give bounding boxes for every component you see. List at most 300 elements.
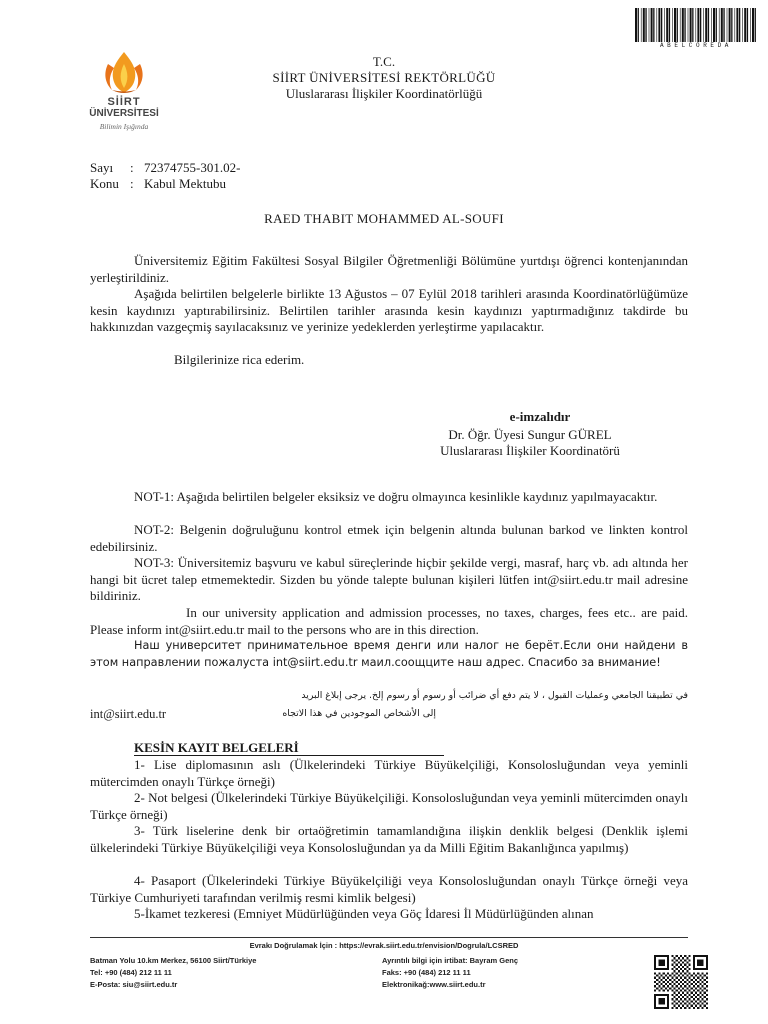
qr-module [673,979,675,981]
qr-module [663,990,665,992]
qr-module [682,987,684,989]
barcode-bar [755,8,756,42]
barcode-bar [680,8,681,42]
qr-module [678,957,680,959]
qr-module [702,994,704,996]
qr-module [676,977,678,979]
qr-module [695,987,697,989]
qr-module [695,974,697,976]
qr-module [684,959,686,961]
qr-module [676,981,678,983]
qr-module [680,981,682,983]
barcode-bar [697,8,699,42]
qr-module [699,1000,701,1002]
barcode-bar [645,8,646,42]
qr-module [695,996,697,998]
barcode-bar [664,8,665,42]
qr-module [689,994,691,996]
qr-module [686,992,688,994]
qr-code [654,955,708,1009]
barcode-bar [651,8,653,42]
qr-module [660,974,662,976]
qr-module [697,990,699,992]
barcode-bar [674,8,676,42]
qr-module [691,992,693,994]
qr-module [678,983,680,985]
barcode-bar [719,8,720,42]
qr-module [704,983,706,985]
footer-address: Batman Yolu 10.km Merkez, 56100 Siirt/Türkiye [90,956,257,965]
qr-module [673,961,675,963]
barcode-bar [742,8,743,42]
qr-module [699,992,701,994]
qr-module [693,972,695,974]
barcode-bar [703,8,704,42]
qr-module [706,977,708,979]
header-tc: T.C. [372,54,396,69]
barcode-bar [750,8,751,42]
document-item-5: 5-İkamet tezkeresi (Emniyet Müdürlüğünden veya Göç İdaresi İl Müdürlüğünden alınan [134,906,594,921]
qr-module [682,957,684,959]
barcode-bar [723,8,724,42]
qr-module [682,970,684,972]
qr-module [706,990,708,992]
qr-module [697,977,699,979]
qr-module [697,985,699,987]
qr-module [684,1007,686,1009]
verify-link[interactable]: https://evrak.siirt.edu.tr/envision/Dogrula/LCSRED [339,941,519,950]
barcode-bar [643,8,645,42]
qr-module [669,979,671,981]
qr-module [686,974,688,976]
qr-module [682,1005,684,1007]
qr-module [680,968,682,970]
qr-module [706,1007,708,1009]
qr-module [676,994,678,996]
qr-module [680,1003,682,1005]
qr-module [678,987,680,989]
qr-module [673,987,675,989]
qr-module [673,974,675,976]
qr-module [693,1007,695,1009]
barcode-bar [677,8,678,42]
barcode-bar [721,8,723,42]
qr-module [673,970,675,972]
barcode-bar [716,8,717,42]
qr-module [689,972,691,974]
qr-module [678,974,680,976]
qr-module [689,1003,691,1005]
e-signed-note: e-imzalıdır [509,409,571,424]
sayi-label: Sayı [90,160,114,175]
qr-module [706,998,708,1000]
qr-module [695,983,697,985]
qr-module [673,1005,675,1007]
qr-module [684,981,686,983]
qr-module [665,987,667,989]
barcode-bar [747,8,748,42]
barcode-bar [731,8,732,42]
qr-module [658,985,660,987]
qr-module [704,1000,706,1002]
qr-module [656,979,658,981]
barcode-bar [713,8,715,42]
qr-module [702,985,704,987]
qr-module [697,994,699,996]
qr-module [669,987,671,989]
qr-module [676,964,678,966]
qr-module [689,968,691,970]
footer-divider [90,937,688,938]
body-paragraph-2: Aşağıda belirtilen belgelerle birlikte 13 Ağustos – 07 Eylül 2018 tarihleri arasında Koordinatörlüğümüze kesin kaydınızı yaptırabilirsiniz. Belirtilen tarihler arasında kesin kaydınızı yaptırmadığınız takdirde bu hakkınızdan vazgeçmiş sayılacaksınız ve yerinize yedeklerden yerleştirme yapılacaktır. [90,286,688,334]
qr-module [695,1000,697,1002]
qr-module [702,990,704,992]
barcode-bar [690,8,692,42]
signatory-name: Dr. Öğr. Üyesi Sungur GÜREL [448,427,612,442]
qr-module [660,979,662,981]
qr-module [663,981,665,983]
qr-module [693,990,695,992]
footer-contact: Ayrıntılı bilgi için irtibat: Bayram Genç [382,956,518,965]
qr-module [682,1000,684,1002]
qr-module [671,955,673,957]
qr-module [654,985,656,987]
footer-email[interactable]: E-Posta: siu@siirt.edu.tr [90,980,178,989]
qr-module [699,996,701,998]
qr-module [660,983,662,985]
qr-module [684,977,686,979]
qr-module [704,974,706,976]
qr-module [702,972,704,974]
qr-module [691,1000,693,1002]
qr-module [656,983,658,985]
barcode-bar [684,8,685,42]
qr-module [667,977,669,979]
qr-module [663,972,665,974]
qr-module [686,983,688,985]
qr-module [680,994,682,996]
qr-module [684,990,686,992]
qr-module [680,972,682,974]
barcode-bar [729,8,731,42]
qr-module [667,972,669,974]
qr-module [656,974,658,976]
note-1: NOT-1: Aşağıda belirtilen belgeler eksiksiz ve doğru olmayınca kesinlikle kaydınız yapılmayacaktır. [134,489,658,504]
documents-heading: KESİN KAYIT BELGELERİ [134,740,444,756]
qr-module [654,981,656,983]
ref-konu: Konu : Kabul Mektubu [90,176,226,191]
qr-module [686,957,688,959]
qr-module [704,996,706,998]
footer-tel: Tel: +90 (484) 212 11 11 [90,968,172,977]
qr-module [658,990,660,992]
barcode-bar [672,8,673,42]
qr-module [671,1007,673,1009]
qr-module [697,1007,699,1009]
qr-module [682,961,684,963]
qr-module [691,974,693,976]
qr-module [673,1000,675,1002]
qr-module [684,1003,686,1005]
qr-module [671,968,673,970]
qr-module [658,972,660,974]
qr-module [680,1007,682,1009]
footer-fax: Faks: +90 (484) 212 11 11 [382,968,471,977]
qr-module [689,990,691,992]
qr-module [693,977,695,979]
qr-finder [658,959,664,965]
qr-module [693,1003,695,1005]
qr-module [680,990,682,992]
barcode-bar [649,8,650,42]
qr-module [697,1003,699,1005]
note-english: In our university application and admission processes, no taxes, charges, fees etc.. are paid. Please inform int@siirt.edu.tr mail to the persons who are in this direction. [90,605,688,637]
barcode-bar [658,8,660,42]
qr-module [660,987,662,989]
qr-module [676,968,678,970]
qr-module [678,992,680,994]
qr-module [686,1000,688,1002]
qr-module [665,974,667,976]
qr-finder [658,998,664,1004]
body-paragraph-1: Üniversitemiz Eğitim Fakültesi Sosyal Bilgiler Öğretmenliği Bölümüne yurtdışı öğrenci kontenjanından yerleştirildiniz. [90,253,688,285]
qr-module [693,994,695,996]
note-3: NOT-3: Üniversitemiz başvuru ve kabul süreçlerinde hiçbir şekilde vergi, masraf, harç vb. adı altında her hangi bit ücret talep etmemektedir. Sizden bu yönde talepte bulunan kişileri lütfen int@siirt.edu.tr mail adresine bildiriniz. [90,555,688,603]
qr-module [671,994,673,996]
qr-module [680,998,682,1000]
qr-module [680,977,682,979]
qr-module [697,972,699,974]
barcode-bar [666,8,668,42]
qr-finder [697,959,703,965]
qr-module [663,977,665,979]
qr-module [678,1000,680,1002]
qr-module [689,985,691,987]
header-rectorate: SİİRT ÜNİVERSİTESİ REKTÖRLÜĞÜ [272,70,496,85]
qr-module [671,1003,673,1005]
qr-module [671,977,673,979]
qr-module [682,966,684,968]
qr-module [706,972,708,974]
qr-module [706,1003,708,1005]
logo-name-line2: ÜNİVERSİTESİ [89,108,159,119]
qr-module [691,983,693,985]
qr-module [704,992,706,994]
qr-module [686,996,688,998]
document-item-2: 2- Not belgesi (Ülkelerindeki Türkiye Büyükelçiliği. Konsolosluğundan veya yeminli mütercimden onaylı Türkçe örneği) [90,790,688,822]
barcode-bar [708,8,709,42]
qr-module [676,998,678,1000]
barcode-bar [653,8,654,42]
note-russian: Наш университет принимательное время денги или налог не берёт.Если они найдени в этом направлении пожалуста int@siirt.edu.tr маил.соощците наш адрес. Спасибо за внимание! [90,639,688,669]
qr-module [702,981,704,983]
qr-module [671,990,673,992]
document-item-3: 3- Türk liselerine denk bir ortaöğretimin tamamlandığına ilişkin denklik belgesi (Denklik işlemi ülkelerindeki Türkiye Büyükelçiliği veya Konsolosluğundan ya da Milli Eğitim Bakanlığınca yapılmış) [90,823,688,855]
qr-module [695,992,697,994]
qr-module [691,1005,693,1007]
qr-module [689,998,691,1000]
qr-module [673,992,675,994]
qr-module [702,998,704,1000]
logo-tagline: Bilimin Işığında [99,122,149,131]
qr-module [680,985,682,987]
qr-module [699,979,701,981]
qr-module [699,974,701,976]
qr-module [680,959,682,961]
qr-module [665,983,667,985]
qr-module [686,966,688,968]
sayi-value: 72374755-301.02- [144,160,241,175]
qr-module [706,994,708,996]
barcode-bar [727,8,728,42]
barcode-bar [735,8,736,42]
qr-module [682,974,684,976]
recipient-name: RAED THABIT MOHAMMED AL-SOUFI [264,211,504,226]
qr-module [704,987,706,989]
qr-module [684,955,686,957]
qr-module [658,981,660,983]
qr-module [684,985,686,987]
qr-module [671,972,673,974]
barcode-bar [752,8,754,42]
qr-module [673,983,675,985]
note-arabic-line-2: إلى الأشخاص الموجودين في هذا الاتجاه [282,708,436,719]
qr-module [684,998,686,1000]
barcode-bar [669,8,670,42]
barcode-bar [736,8,738,42]
qr-module [695,979,697,981]
qr-module [699,983,701,985]
qr-module [697,998,699,1000]
qr-module [702,1007,704,1009]
barcode-bar [657,8,658,42]
qr-module [676,985,678,987]
qr-module [699,987,701,989]
qr-module [706,981,708,983]
barcode-bar [739,8,740,42]
header-department: Uluslararası İlişkiler Koordinatörlüğü [285,86,483,101]
qr-module [697,981,699,983]
qr-module [671,985,673,987]
qr-module [684,968,686,970]
barcode-bar [700,8,701,42]
barcode-bar [688,8,689,42]
qr-module [678,961,680,963]
qr-module [682,996,684,998]
konu-value: Kabul Mektubu [144,176,226,191]
qr-module [678,970,680,972]
qr-module [654,977,656,979]
qr-module [695,1005,697,1007]
qr-module [699,1005,701,1007]
barcode-bar [661,8,662,42]
qr-module [671,981,673,983]
qr-module [686,1005,688,1007]
qr-module [671,964,673,966]
qr-module [689,955,691,957]
logo-name-line1: SİİRT [107,96,141,108]
body-paragraph-3: Bilgilerinize rica ederim. [174,352,305,367]
qr-module [676,990,678,992]
qr-module [702,1003,704,1005]
qr-module [658,977,660,979]
qr-module [667,985,669,987]
document-item-1: 1- Lise diplomasının aslı (Ülkelerindeki Türkiye Büyükelçiliği, Konsolosluğundan veya yeminli mütercimden onaylı Türkçe örneği) [90,757,688,789]
qr-module [676,1007,678,1009]
qr-module [654,990,656,992]
qr-module [689,964,691,966]
qr-module [686,970,688,972]
qr-module [654,972,656,974]
qr-module [663,985,665,987]
qr-module [686,987,688,989]
qr-module [693,998,695,1000]
footer-verify [0,941,768,950]
qr-module [686,961,688,963]
qr-module [671,998,673,1000]
barcode-bar [638,8,639,42]
qr-module [689,959,691,961]
barcode [634,8,758,42]
barcode-bar [711,8,712,42]
qr-module [689,981,691,983]
note-arabic-line-1: في تطبيقنا الجامعي وعمليات القبول ، لا يتم دفع أي ضرائب أو رسوم أو رسوم إلخ. يرجى إبلاغ البريد [301,690,688,701]
qr-module [684,964,686,966]
qr-module [669,974,671,976]
signatory-title: Uluslararası İlişkiler Koordinatörü [440,443,620,458]
qr-module [691,987,693,989]
note-arabic-email: int@siirt.edu.tr [90,707,167,721]
qr-module [671,959,673,961]
barcode-bar [696,8,697,42]
qr-module [691,996,693,998]
qr-module [684,994,686,996]
qr-module [673,996,675,998]
qr-module [673,957,675,959]
barcode-bar [682,8,684,42]
ref-sayi: Sayı : 72374755-301.02- [90,160,241,175]
qr-module [689,977,691,979]
qr-module [680,955,682,957]
qr-module [706,985,708,987]
barcode-bar [635,8,637,42]
barcode-text: ABELCOREDA [659,42,732,49]
qr-module [704,1005,706,1007]
konu-label: Konu [90,176,119,191]
qr-module [680,964,682,966]
qr-module [678,996,680,998]
footer-web[interactable]: Elektronikağ:www.siirt.edu.tr [382,980,486,989]
barcode-bar [705,8,707,42]
qr-module [689,1007,691,1009]
qr-module [691,979,693,981]
qr-module [682,979,684,981]
barcode-bar [641,8,642,42]
verify-label: Evrakı Doğrulamak İçin : [249,941,340,950]
qr-module [682,992,684,994]
qr-module [704,979,706,981]
barcode-bar [744,8,746,42]
document-item-4: 4- Pasaport (Ülkelerindeki Türkiye Büyükelçiliği veya Konsolosluğundan onaylı Türkçe örneği veya Türkiye Cumhuriyeti tarafından verilmiş resmi kimlik belgesi) [90,873,688,905]
qr-module [667,981,669,983]
qr-module [676,972,678,974]
qr-module [676,1003,678,1005]
qr-module [667,990,669,992]
barcode-bar [692,8,693,42]
note-2: NOT-2: Belgenin doğruluğunu kontrol etmek için belgenin altında bulunan barkod ve linkten kontrol edebilirsiniz. [90,522,688,554]
qr-module [693,981,695,983]
qr-module [673,966,675,968]
